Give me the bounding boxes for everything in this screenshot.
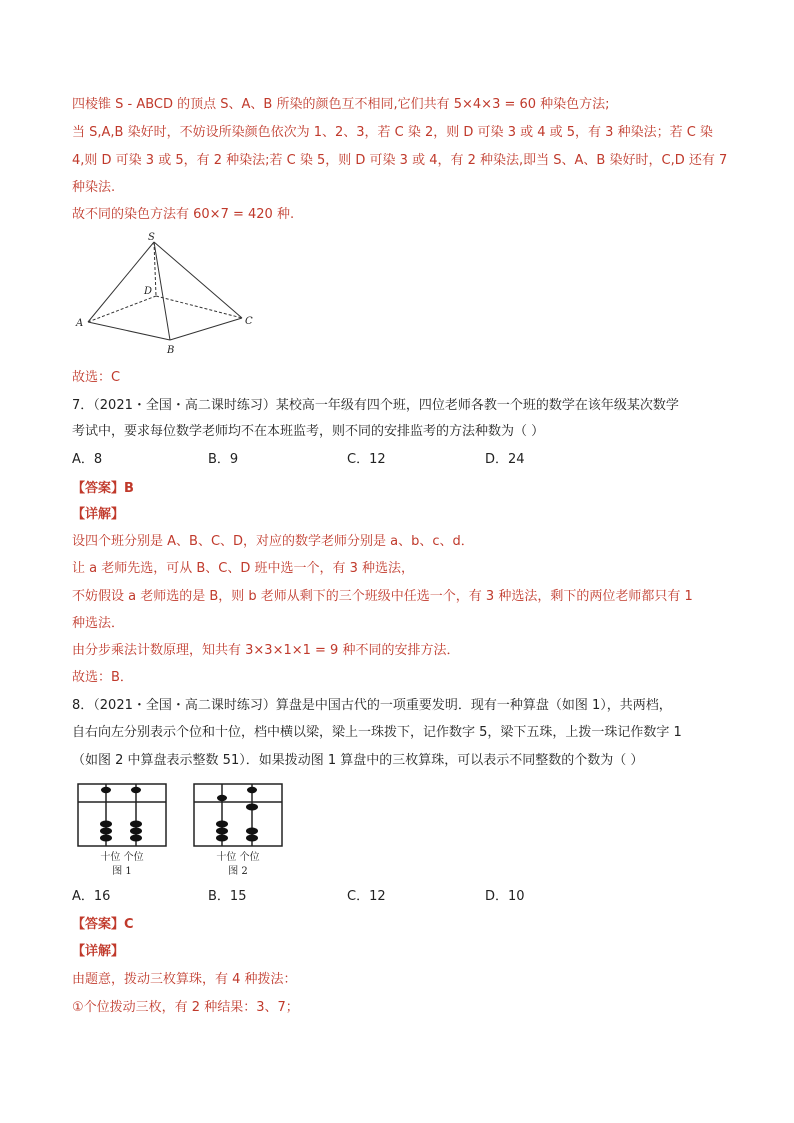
fig1-label: 图 1: [112, 866, 132, 877]
fig1-caption: 十位 个位: [100, 852, 144, 863]
q8-option-b: B．15: [208, 889, 247, 904]
q7-option-c: C．12: [347, 452, 386, 467]
solution-line-5: 故不同的染色方法有 60×7 = 420 种.: [72, 207, 295, 222]
q7-answer: 【答案】B: [72, 481, 134, 496]
q8-stem-line-3: （如图 2 中算盘表示整数 51）．如果拨动图 1 算盘中的三枚算珠，可以表示不同整数的个数为（ ）: [72, 753, 644, 768]
q8-detail-1: 由题意，拨动三枚算珠，有 4 种拨法：: [72, 972, 297, 987]
solution-line-2: 当 S,A,B 染好时，不妨设所染颜色依次为 1、2、3，若 C 染 2，则 D 可染 3 或 4 或 5，有 3 种染法；若 C 染: [72, 125, 713, 140]
q8-stem-line-2: 自右向左分别表示个位和十位，档中横以梁，梁上一珠拨下，记作数字 5，梁下五珠，上拨一珠记作数字 1: [72, 725, 682, 740]
q7-option-a: A．8: [72, 452, 103, 467]
vertex-d-label: D: [144, 286, 153, 297]
q7-option-b: B．9: [208, 452, 239, 467]
q7-detail-6: 故选：B．: [72, 670, 133, 685]
solution-line-3: 4,则 D 可染 3 或 5，有 2 种染法;若 C 染 5，则 D 可染 3 或 4，有 2 种染法,即当 S、A、B 染好时，C,D 还有 7: [72, 153, 728, 168]
q8-option-c: C．12: [347, 889, 386, 904]
q7-detail-label: 【详解】: [72, 507, 125, 522]
vertex-a-label: A: [76, 318, 84, 329]
q8-answer: 【答案】C: [72, 917, 134, 932]
solution-line-1: 四棱锥 S - ABCD 的顶点 S、A、B 所染的颜色互不相同,它们共有 5×4×3 = 60 种染色方法;: [72, 97, 610, 112]
pyramid-figure: [70, 228, 270, 363]
fig2-label: 图 2: [228, 866, 248, 877]
q8-detail-label: 【详解】: [72, 944, 125, 959]
abacus-figure-2: [188, 780, 288, 880]
solution-line-4: 种染法.: [72, 180, 116, 195]
q8-detail-2: ①个位拨动三枚，有 2 种结果：3、7；: [72, 1000, 299, 1015]
q8-option-d: D．10: [485, 889, 525, 904]
vertex-b-label: B: [167, 345, 175, 356]
q7-detail-5: 由分步乘法计数原理，知共有 3×3×1×1 = 9 种不同的安排方法．: [72, 643, 460, 658]
fig2-caption: 十位 个位: [216, 852, 260, 863]
q7-detail-1: 设四个班分别是 A、B、C、D，对应的数学老师分别是 a、b、c、d．: [72, 534, 474, 549]
q7-detail-2: 让 a 老师先选，可从 B、C、D 班中选一个，有 3 种选法，: [72, 561, 415, 576]
q8-stem-line-1: 8．（2021・全国・高二课时练习）算盘是中国古代的一项重要发明．现有一种算盘（如图 1），共两档，: [72, 698, 672, 713]
q7-option-d: D．24: [485, 452, 525, 467]
q8-option-a: A．16: [72, 889, 111, 904]
q7-detail-4: 种选法．: [72, 616, 125, 631]
abacus-figure-1: [72, 780, 172, 880]
q7-stem-line-2: 考试中，要求每位数学老师均不在本班监考，则不同的安排监考的方法种数为（ ）: [72, 424, 545, 439]
q7-stem-line-1: 7．（2021・全国・高二课时练习）某校高一年级有四个班，四位老师各教一个班的数学在该年级某次数学: [72, 398, 679, 413]
vertex-s-label: S: [148, 232, 155, 243]
prev-answer: 故选：C: [72, 370, 121, 385]
q7-detail-3: 不妨假设 a 老师选的是 B，则 b 老师从剩下的三个班级中任选一个，有 3 种选法，剩下的两位老师都只有 1: [72, 589, 693, 604]
vertex-c-label: C: [245, 316, 253, 327]
